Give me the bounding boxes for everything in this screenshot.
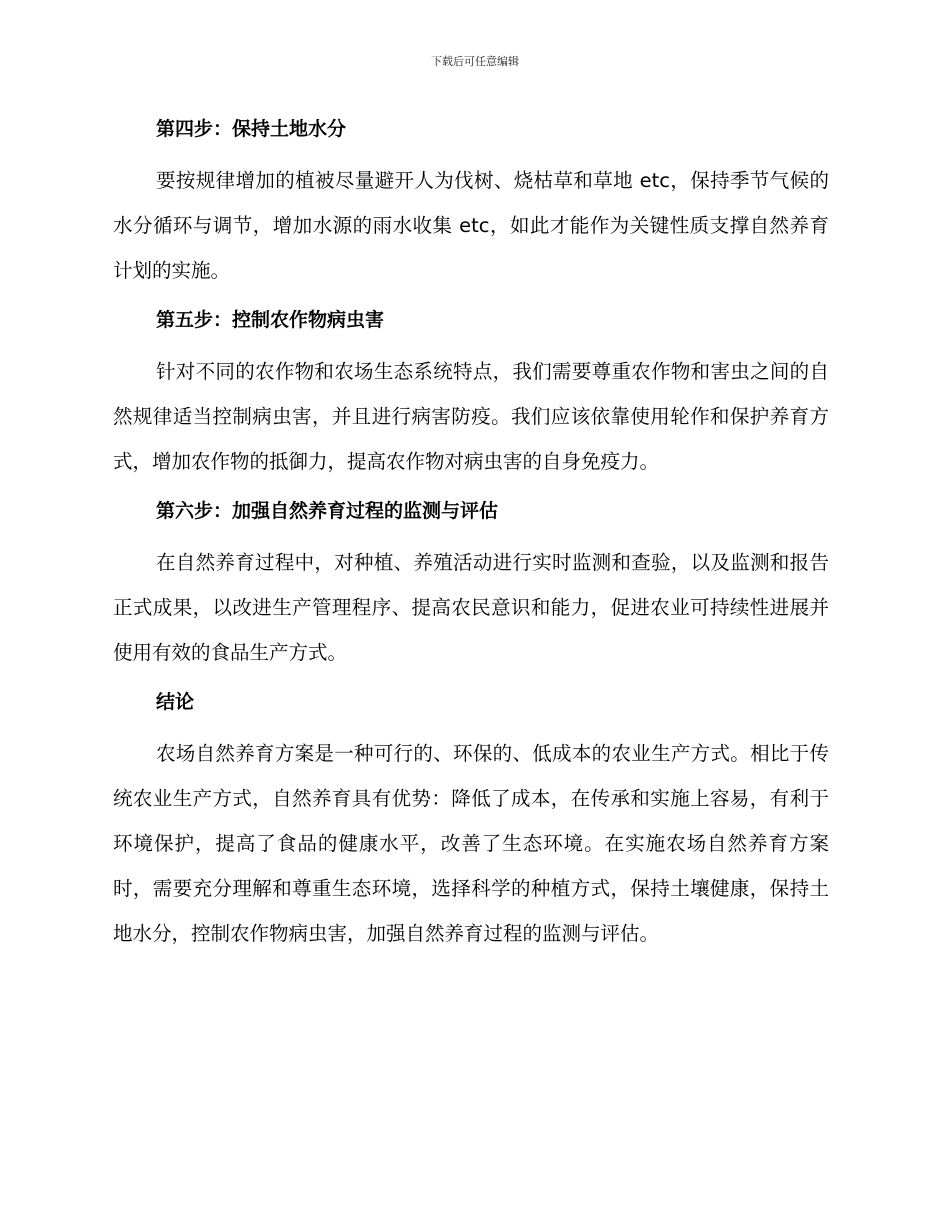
section-paragraph: 农场自然养育方案是一种可行的、环保的、低成本的农业生产方式。相比于传统农业生产方式，自然养育具有优势：降低了成本，在传承和实施上容易，有利于环境保护，提高了食品的健康水平，改善了生态环境。在实施农场自然养育方案时，需要充分理解和尊重生态环境，选择科学的种植方式，保持土壤健康，保持土地水分，控制农作物病虫害，加强自然养育过程的监测与评估。	[113, 742, 829, 945]
section-heading: 第六步：加强自然养育过程的监测与评估	[156, 500, 499, 522]
section-step-four	[113, 110, 829, 293]
section-step-six	[113, 492, 829, 675]
section-step-five	[113, 301, 829, 484]
page-header-note: 下载后可任意编辑	[431, 55, 519, 68]
section-heading: 第五步：控制农作物病虫害	[156, 309, 385, 331]
section-paragraph: 针对不同的农作物和农场生态系统特点，我们需要尊重农作物和害虫之间的自然规律适当控制病虫害，并且进行病害防疫。我们应该依靠使用轮作和保护养育方式，增加农作物的抵御力，提高农作物对病虫害的自身免疫力。	[113, 360, 829, 473]
section-conclusion	[113, 683, 829, 956]
document-body	[113, 110, 829, 964]
section-heading: 结论	[156, 691, 195, 713]
section-paragraph: 要按规律增加的植被尽量避开人为伐树、烧枯草和草地 etc，保持季节气候的水分循环与调节，增加水源的雨水收集 etc，如此才能作为关键性质支撑自然养育计划的实施。	[113, 169, 829, 282]
section-heading: 第四步：保持土地水分	[156, 118, 347, 140]
section-paragraph: 在自然养育过程中，对种植、养殖活动进行实时监测和查验，以及监测和报告正式成果，以改进生产管理程序、提高农民意识和能力，促进农业可持续性进展并使用有效的食品生产方式。	[113, 551, 829, 664]
